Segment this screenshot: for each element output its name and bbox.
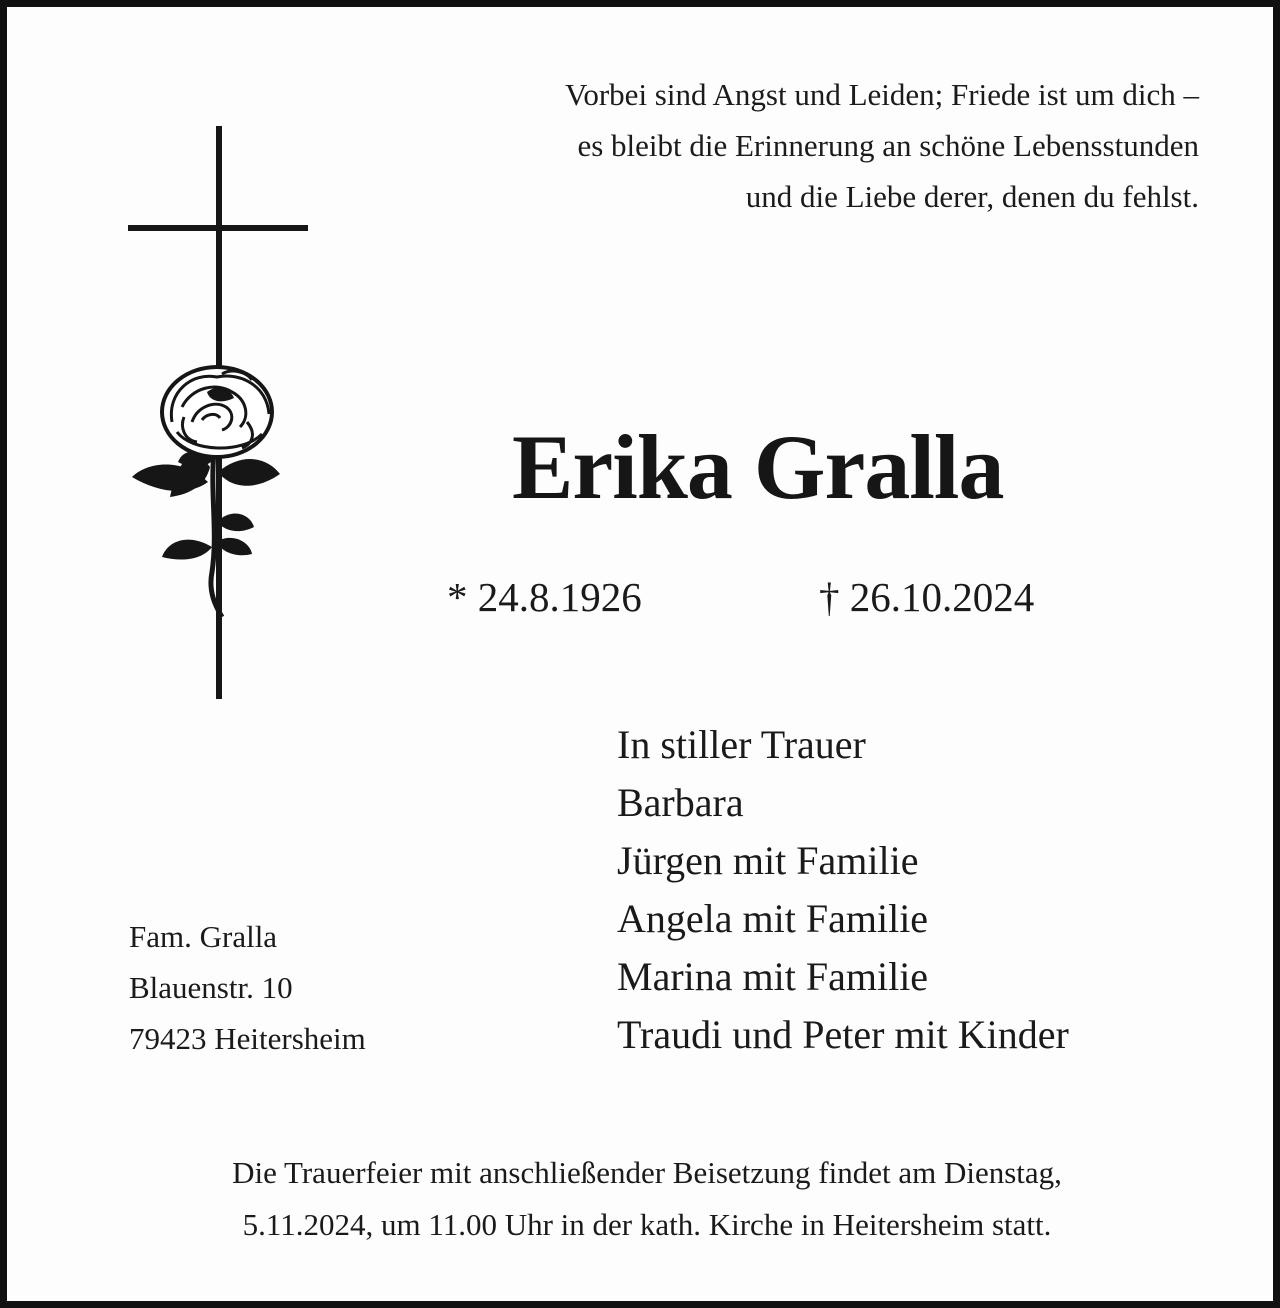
quote-line: es bleibt die Erinnerung an schöne Lebensstunden [577, 128, 1199, 163]
rose-icon [132, 367, 280, 617]
quote-line: Vorbei sind Angst und Leiden; Friede ist um dich – [564, 77, 1199, 112]
death-date: † 26.10.2024 [819, 574, 1035, 620]
mourner-name: Jürgen mit Familie [617, 838, 919, 883]
birth-date: * 24.8.1926 [447, 574, 642, 620]
memorial-quote [379, 69, 1199, 222]
mourner-name: Marina mit Familie [617, 954, 929, 999]
family-address [129, 911, 366, 1064]
funeral-notice [67, 1147, 1227, 1251]
address-line: Blauenstr. 10 [129, 970, 293, 1005]
address-line: 79423 Heitersheim [129, 1021, 366, 1056]
funeral-line: 5.11.2024, um 11.00 Uhr in der kath. Kirche in Heitersheim statt. [242, 1207, 1052, 1242]
mourner-name: Traudi und Peter mit Kinder [617, 1012, 1069, 1057]
mourners-heading: In stiller Trauer [617, 722, 866, 767]
quote-line: und die Liebe derer, denen du fehlst. [745, 179, 1199, 214]
mourner-name: Barbara [617, 780, 744, 825]
mourner-name: Angela mit Familie [617, 896, 929, 941]
mourners-list [617, 716, 1069, 1064]
funeral-line: Die Trauerfeier mit anschließender Beisetzung findet am Dienstag, [232, 1155, 1062, 1190]
cross-with-rose-icon [122, 122, 322, 707]
deceased-name: Erika Gralla [512, 416, 1004, 518]
address-line: Fam. Gralla [129, 919, 278, 954]
